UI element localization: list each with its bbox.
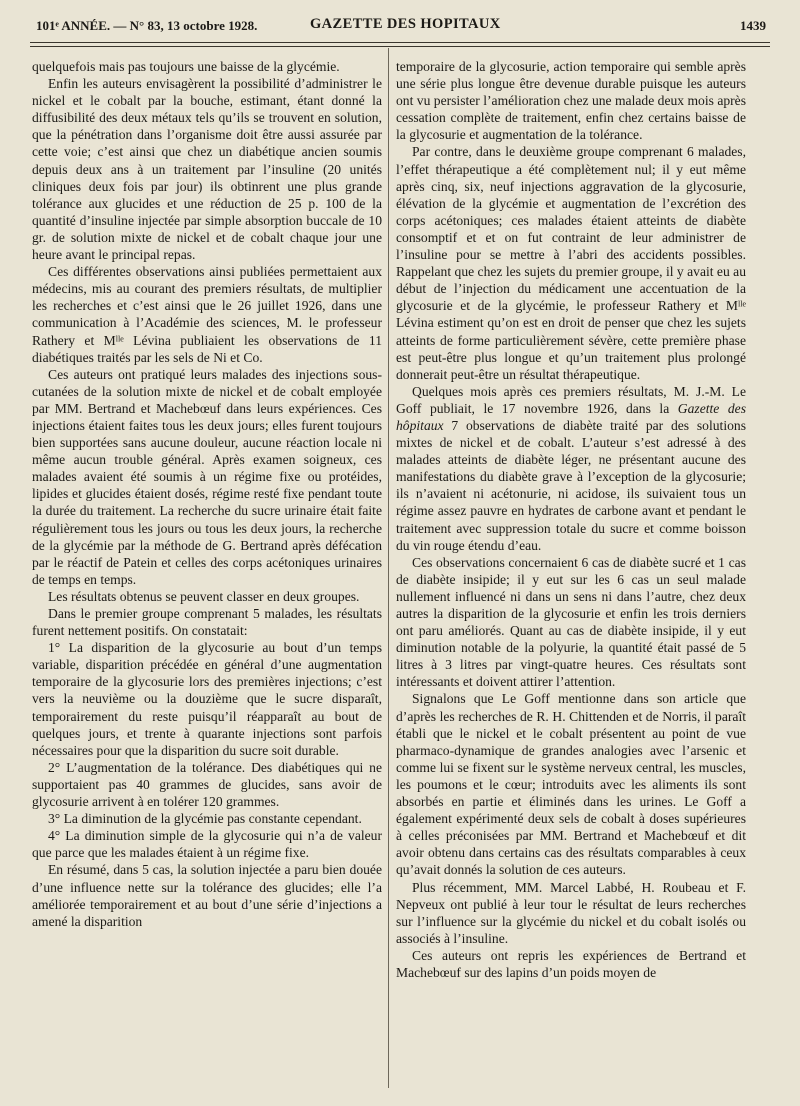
- paragraph: En résumé, dans 5 cas, la solution injectée a paru bien douée d’une influence nette sur la tolérance des glucides; elle l’a améliorée temporairement et au bout d’une série d’injections a amené la disparition: [32, 862, 382, 929]
- paragraph: Les résultats obtenus se peuvent classer en deux groupes.: [48, 588, 360, 604]
- paragraph: Plus récemment, MM. Marcel Labbé, H. Roubeau et F. Nepveux ont publié à leur tour le résultat de leurs recherches sur l’influence sur la glycémie du nickel et du cobalt isolés ou associés à l’insuline.: [396, 879, 746, 946]
- paragraph: quelquefois mais pas toujours une baisse de la glycémie.: [32, 59, 340, 74]
- paragraph: Ces auteurs ont pratiqué leurs malades des injections sous-cutanées de la solution mixte de nickel et de cobalt employée par MM. Bertrand et Machebœuf dans leurs expériences. Ces injections étaient faites tous les deux jours; elles furent toujours bien supportées sans aucune douleur, aucune réaction locale ni même aucun trouble général. Après examen soigneux, ces malades avaient été soumis à un régime fixe ou protéides, lipides et glucides étaient dosés, régime resté fixe pendant toute la durée du traitement. La recherche du sucre urinaire était faite régulièrement tous les jours ou tous les deux jours, la recherche de la glycémie par la méthode de G. Bertrand après défécation par le réactif de Patein et celles des corps acétoniques urinaires de temps en temps.: [32, 366, 382, 587]
- paragraph: Dans le premier groupe comprenant 5 malades, les résultats furent nettement positifs. On constatait:: [32, 606, 382, 639]
- page-header: [36, 16, 766, 36]
- text: 7 observations de diabète traité par des solutions mixtes de nickel et de cobalt. L’auteur s’est adressé à des malades atteints de diabète léger, ne présentant aucune des manifestations du diabète grave à l’exception de la glycosurie; ils n’avaient ni acétonurie, ni acidose, ils suivaient tous un régime assez pauvre en hydrates de carbone avant et pendant le traitement avec suppression totale du sucre et comme boisson du vin rouge étendu d’eau.: [396, 417, 746, 553]
- header-rule: [30, 42, 770, 43]
- journal-title: GAZETTE DES HOPITAUX: [310, 16, 501, 32]
- paragraph: Enfin les auteurs envisagèrent la possibilité d’administrer le nickel et le cobalt par la bouche, estimant, étant donné la diffusibilité des deux métaux tels qu’ils se trouvent en solution, que la pénétration dans l’organisme doit être aussi assurée par cette voie; c’est ainsi que chez un diabétique ancien soumis depuis deux ans à un traitement par l’insuline (20 unités cliniques deux fois par jour) ils obtinrent une plus grande tolérance aux glucides et une réduction de 25 p. 100 de la quantité d’insuline injectée par simple absorption buccale de 10 gr. de solution mixte de nickel et de cobalt chaque jour une heure avant le principal repas.: [32, 76, 382, 263]
- paragraph: 3° La diminution de la glycémie pas constante cependant.: [48, 811, 362, 827]
- journal-citation: Gazette des hôpitaux: [396, 400, 746, 433]
- left-column: [32, 58, 382, 1086]
- paragraph-gazette-citation: [396, 383, 746, 554]
- issue-info: 101ᵉ ANNÉE. — N° 83, 13 octobre 1928.: [36, 18, 258, 33]
- paragraph: Par contre, dans le deuxième groupe comprenant 6 malades, l’effet thérapeutique a été complètement nul; il y eut même après cinq, six, neuf injections aggravation de la glycosurie, élévation de la glycémie et augmentation de l’excrétion des corps acétoniques; ces malades étaient atteints de diabète consomptif et et on fut contraint de leur administrer de l’insuline pour se mettre à l’abri des accidents possibles. Rappelant que chez les sujets du premier groupe, il y avait eu au début de l’injection du médicament une accentuation de la glycosurie et de la glycémie, le professeur Rathery et Mˡˡᵉ Lévina estiment qu’on est en droit de penser que chez les sujets atteints de forme particulièrement sévère, cette première phase est peut-être plus longue et qu’un traitement plus prolongé donnerait peut-être un résultat thérapeutique.: [396, 144, 746, 382]
- right-column: [396, 58, 746, 1086]
- paragraph: Ces différentes observations ainsi publiées permettaient aux médecins, mis au courant des premiers résultats, de multiplier les recherches et c’est ainsi que le 26 juillet 1926, dans une communication à l’Académie des sciences, M. le professeur Rathery et Mˡˡᵉ Lévina publiaient les observations de 11 diabétiques traités par les sels de Ni et Co.: [32, 264, 382, 365]
- paragraph: 4° La diminution simple de la glycosurie qui n’a de valeur que parce que les malades étaient à un régime fixe.: [32, 828, 382, 861]
- paragraph: Ces auteurs ont repris les expériences de Bertrand et Machebœuf sur des lapins d’un poids moyen de: [396, 947, 746, 980]
- text: Quelques mois après ces premiers résultats, M. J.-M. Le Goff publiait, le 17 novembre 1926, dans la: [396, 383, 746, 416]
- paragraph: Ces observations concernaient 6 cas de diabète sucré et 1 cas de diabète insipide; il y eut sur les 6 cas un seul malade nullement influencé ni dans un sens ni dans l’autre, chez deux autres la disparition de la glycosurie et enfin les trois derniers ont paru améliorés. Quant au cas de diabète insipide, il y eut diminution notable de la polyurie, la quantité était passé de 5 litres à 3 litres par vingt-quatre heures. Ces résultats sont intéressants et doivent attirer l’attention.: [396, 554, 746, 690]
- paragraph: Signalons que Le Goff mentionne dans son article que d’après les recherches de R. H. Chittenden et de Norris, il paraît établi que le nickel et le cobalt présentent au point de vue pharmaco-dynamique de grandes analogies avec l’arsenic et comme lui se fixent sur le système nerveux central, les muscles, les poumons et le cœur; introduits avec les aliments ils sont absorbés en partie et éliminés dans les urines. Le Goff a également expérimenté deux sels de cobalt à doses supérieures à celles préconisées par MM. Bertrand et Machebœuf et dit avoir obtenu dans certains cas des résultats comparables à ceux qu’avait donnés la solution de ces auteurs.: [396, 691, 746, 878]
- paragraph: temporaire de la glycosurie, action temporaire qui semble après une série plus longue être devenue durable puisque les auteurs ont vu persister l’amélioration chez une malade deux mois après cessation complète de traitement, enfin chez certains baisse de la glycosurie et augmentation de la tolérance.: [396, 59, 746, 143]
- paragraph: 1° La disparition de la glycosurie au bout d’un temps variable, disparition précédée en général d’une augmentation temporaire de la glycosurie lors des premières injections; c’est vers la neuvième ou la douzième que le sucre disparaît, temporairement du reste puisqu’il réapparaît au bout de quelques jours, et trente à quarante injections sont parfois nécessaires pour que la disparition du sucre soit durable.: [32, 640, 382, 758]
- paragraph: 2° L’augmentation de la tolérance. Des diabétiques qui ne supportaient pas 40 grammes de glucides, sans avoir de glycosurie arrivent à en tolérer 120 grammes.: [32, 759, 382, 810]
- header-rule-lower: [30, 46, 770, 47]
- page-number: 1439: [740, 18, 766, 33]
- column-divider: [388, 48, 389, 1088]
